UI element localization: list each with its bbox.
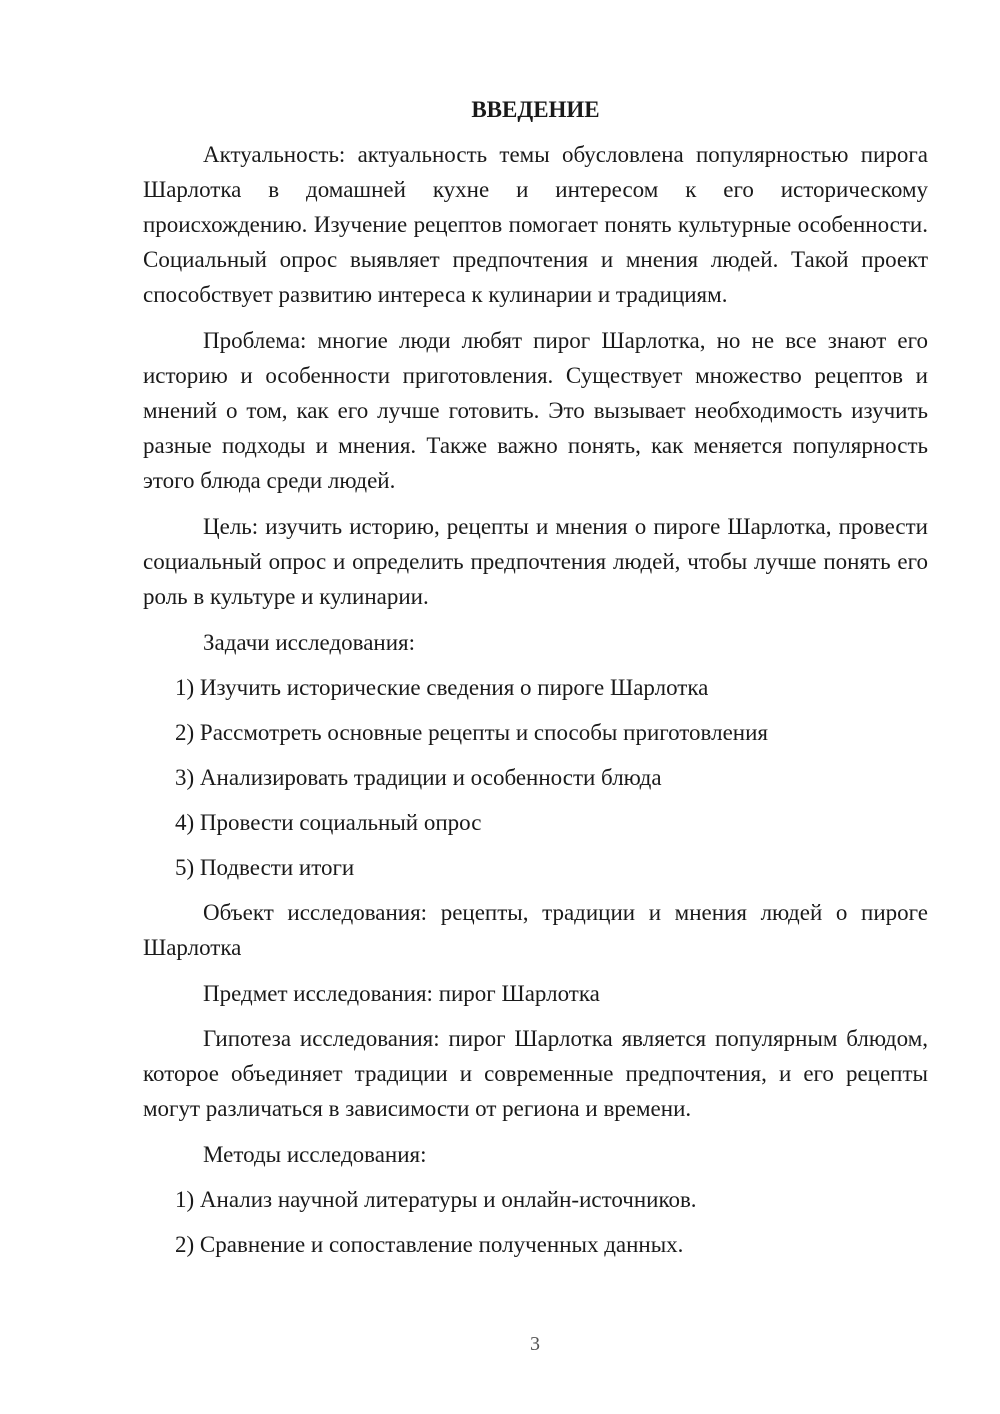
method-item: 1) Анализ научной литературы и онлайн-источников.	[175, 1187, 697, 1212]
hypothesis-paragraph: Гипотеза исследования: пирог Шарлотка является популярным блюдом, которое объединяет традиции и современные предпочтения, и его рецепты могут различаться в зависимости от региона и времени.	[143, 1026, 928, 1121]
goal-paragraph: Цель: изучить историю, рецепты и мнения о пироге Шарлотка, провести социальный опрос и определить предпочтения людей, чтобы лучше понять его роль в культуре и кулинарии.	[143, 514, 928, 609]
method-item: 2) Сравнение и сопоставление полученных данных.	[175, 1232, 684, 1257]
object-paragraph: Объект исследования: рецепты, традиции и мнения людей о пироге Шарлотка	[143, 900, 928, 960]
task-item: 4) Провести социальный опрос	[175, 810, 482, 835]
tasks-heading: Задачи исследования:	[203, 630, 416, 655]
page-content	[143, 92, 928, 1272]
problem-paragraph: Проблема: многие люди любят пирог Шарлотка, но не все знают его историю и особенности приготовления. Существует множество рецептов и мнений о том, как его лучше готовить. Это вызывает необходимость изучить разные подходы и мнения. Также важно понять, как меняется популярность этого блюда среди людей.	[143, 328, 928, 493]
task-item: 1) Изучить исторические сведения о пироге Шарлотка	[175, 675, 709, 700]
page-number: 3	[530, 1333, 540, 1355]
task-item: 5) Подвести итоги	[175, 855, 355, 880]
relevance-paragraph: Актуальность: актуальность темы обусловлена популярностью пирога Шарлотка в домашней кухне и интересом к его историческому происхождению. Изучение рецептов помогает понять культурные особенности. Социальный опрос выявляет предпочтения и мнения людей. Такой проект способствует развитию интереса к кулинарии и традициям.	[143, 142, 928, 307]
methods-heading: Методы исследования:	[203, 1142, 427, 1167]
task-item: 2) Рассмотреть основные рецепты и способы приготовления	[175, 720, 768, 745]
section-title: ВВЕДЕНИЕ	[471, 97, 600, 122]
task-item: 3) Анализировать традиции и особенности блюда	[175, 765, 662, 790]
subject-line: Предмет исследования: пирог Шарлотка	[203, 981, 600, 1006]
